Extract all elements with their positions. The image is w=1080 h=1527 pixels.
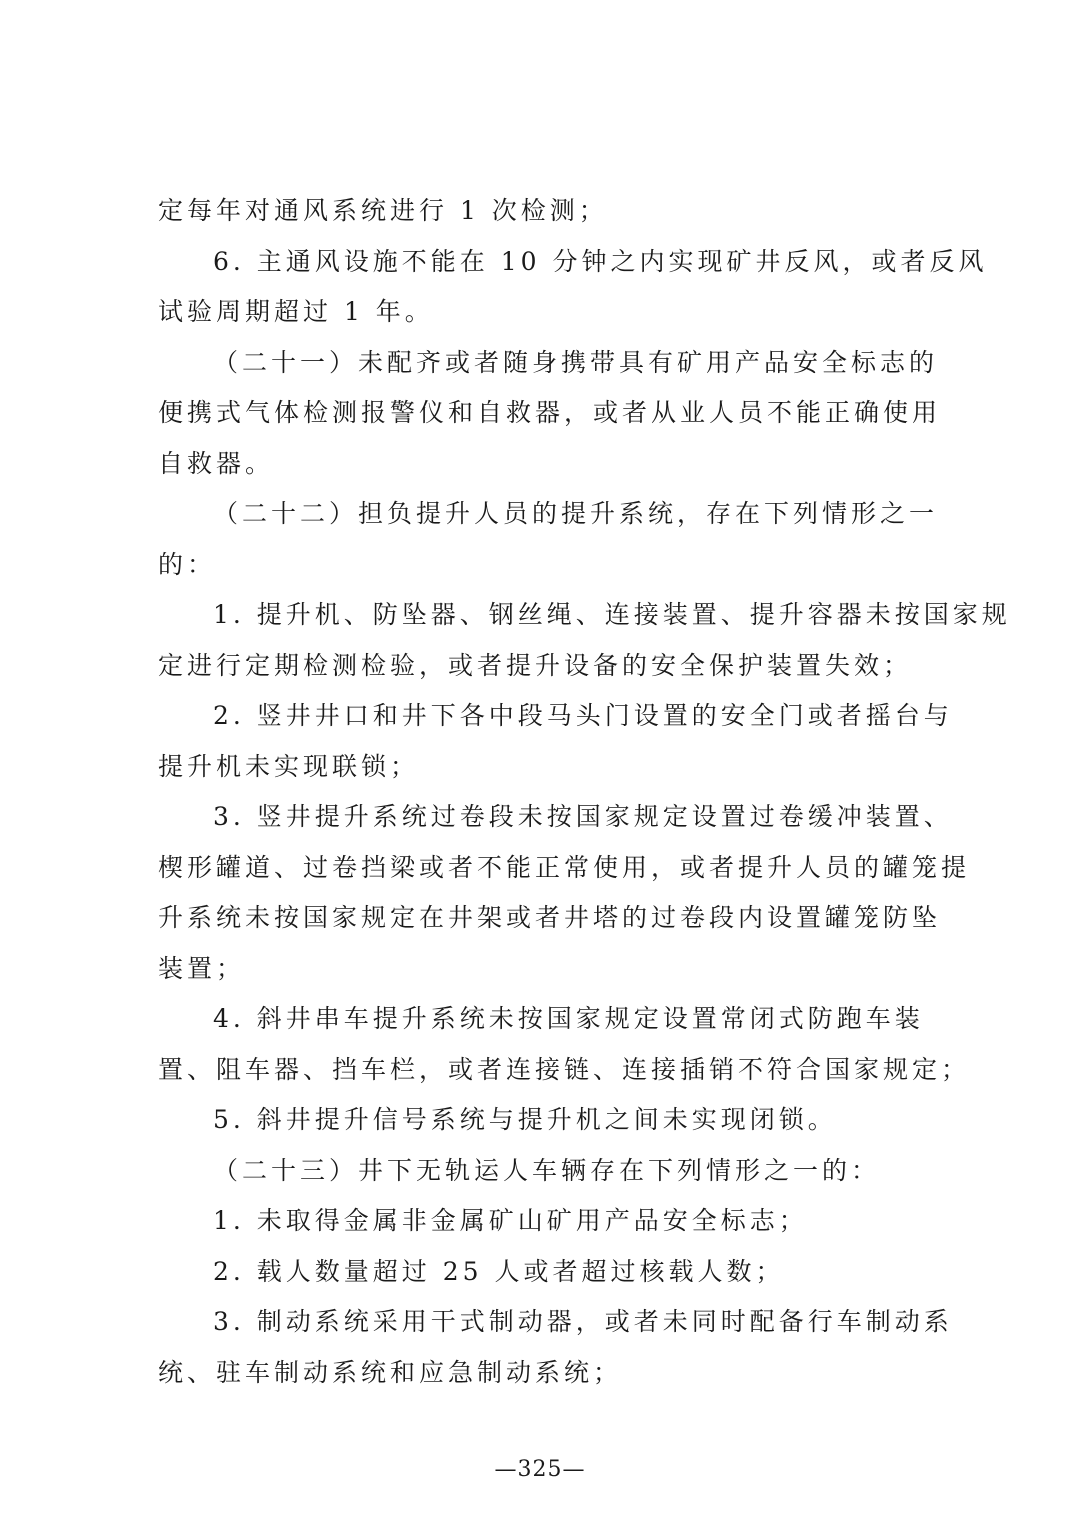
- text-line: 试验周期超过 1 年。: [158, 297, 434, 326]
- text-line: 定进行定期检测检验，或者提升设备的安全保护装置失效；: [158, 650, 913, 680]
- text-line: 2. 载人数量超过 25 人或者超过核载人数；: [213, 1256, 785, 1286]
- text-line: （二十三）井下无轨运人车辆存在下列情形之一的：: [213, 1155, 881, 1185]
- text-line: 便携式气体检测报警仪和自救器，或者从业人员不能正确使用: [158, 398, 942, 427]
- body-text: [158, 186, 1011, 1398]
- text-line: 5. 斜井提升信号系统与提升机之间未实现闭锁。: [213, 1105, 837, 1134]
- text-line: 1. 提升机、防坠器、钢丝绳、连接装置、提升容器未按国家规: [213, 600, 1011, 629]
- text-line: 楔形罐道、过卷挡梁或者不能正常使用，或者提升人员的罐笼提: [158, 852, 971, 882]
- text-line: 升系统未按国家规定在井架或者井塔的过卷段内设置罐笼防坠: [158, 903, 942, 932]
- text-line: 3. 竖井提升系统过卷段未按国家规定设置过卷缓冲装置、: [213, 802, 953, 831]
- text-line: 4. 斜井串车提升系统未按国家规定设置常闭式防跑车装: [213, 1004, 924, 1033]
- text-line: 定每年对通风系统进行 1 次检测；: [158, 196, 608, 225]
- text-line: 6. 主通风设施不能在 10 分钟之内实现矿井反风，或者反风: [213, 246, 988, 276]
- text-line: （二十一）未配齐或者随身携带具有矿用产品安全标志的: [213, 347, 939, 377]
- text-line: 置、阻车器、挡车栏，或者连接链、连接插销不符合国家规定；: [158, 1054, 971, 1084]
- text-line: 1. 未取得金属非金属矿山矿用产品安全标志；: [213, 1206, 808, 1235]
- text-line: 提升机未实现联锁；: [158, 751, 420, 781]
- text-line: （二十二）担负提升人员的提升系统，存在下列情形之一: [213, 499, 939, 528]
- page-number: —325—: [494, 1457, 586, 1482]
- text-line: 的：: [158, 549, 217, 579]
- text-line: 2. 竖井井口和井下各中段马头门设置的安全门或者摇台与: [213, 701, 953, 730]
- text-line: 装置；: [158, 953, 246, 983]
- text-line: 3. 制动系统采用干式制动器，或者未同时配备行车制动系: [213, 1307, 953, 1336]
- text-line: 统、驻车制动系统和应急制动系统；: [158, 1357, 623, 1387]
- text-line: 自救器。: [158, 448, 275, 478]
